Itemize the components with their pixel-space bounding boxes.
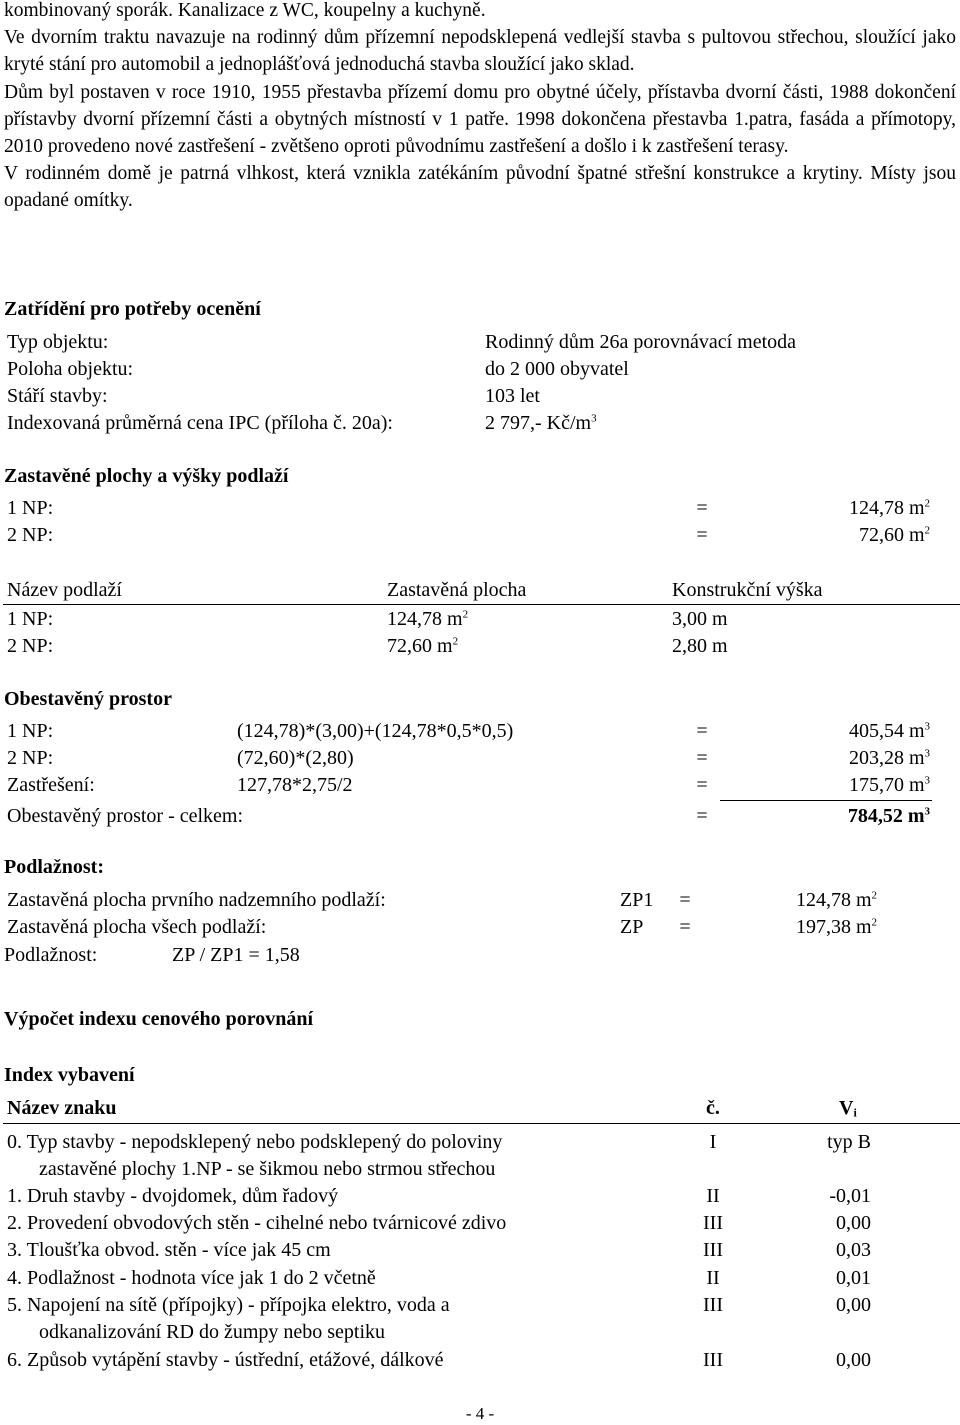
equipment-code: II [706, 1185, 720, 1207]
equipment-value: -0,01 [829, 1185, 871, 1207]
equipment-col-v: $V_i$ [839, 1097, 857, 1120]
built-area-label: 1 NP: [7, 497, 54, 519]
floor-table-rule [3, 604, 960, 605]
equipment-code: I [709, 1131, 717, 1153]
intro-paragraph: kombinovaný sporák. Kanalizace z WC, koupelny a kuchyně. [4, 0, 486, 21]
equipment-code: III [703, 1239, 723, 1261]
volume-total-label: Obestavěný prostor - celkem: [7, 805, 244, 827]
equipment-col-no: č. [706, 1097, 720, 1119]
classification-value: 103 let [485, 385, 540, 407]
equipment-item: 2. Provedení obvodových stěn - cihelné nebo tvárnicové zdivo [7, 1212, 507, 1234]
floor-ratio-code: ZP1 [620, 889, 654, 911]
floor-ratio-result-value: ZP / ZP1 = 1,58 [172, 944, 300, 966]
equipment-col-name: Název znaku [7, 1097, 117, 1119]
classification-label: Poloha objektu: [7, 358, 134, 380]
built-area-label: 2 NP: [7, 524, 54, 546]
floor-table-cell: 124,78 $m^2$ [387, 608, 469, 630]
intro-paragraph: V rodinném domě je patrná vlhkost, která vznikla zatékáním původní špatné střešní konstrukce a krytiny. Místy jsou opadané omítky. [4, 163, 956, 212]
floor-table-header: Zastavěná plocha [387, 579, 527, 601]
equipment-value: 0,00 [836, 1349, 871, 1371]
intro-text [4, 0, 956, 215]
classification-heading: Zatřídění pro potřeby ocenění [4, 298, 261, 320]
floor-table-cell: 72,60 $m^2$ [387, 635, 459, 657]
equipment-item-continuation: odkanalizování RD do žumpy nebo septiku [39, 1321, 386, 1343]
equipment-item-continuation: zastavěné plochy 1.NP - se šikmou nebo strmou střechou [39, 1158, 496, 1180]
intro-paragraph: Dům byl postaven v roce 1910, 1955 přestavba přízemí domu pro obytné účely, přístavba dvorní části, 1988 dokončení přístavby dvorní přízemní části a obytných místností v 1 patře. 1998 dokončena přestavba 1.patra, fasáda a přímotopy, 2010 provedeno nové zastřešení - zvětšeno oproti původnímu zastřešení a došlo i k zastřešení terasy. [4, 81, 956, 158]
equipment-value: 0,00 [836, 1294, 871, 1316]
equipment-value: 0,03 [836, 1239, 871, 1261]
classification-label: Stáří stavby: [7, 385, 108, 407]
equals-sign: = [696, 805, 708, 827]
equipment-heading: Index vybavení [4, 1064, 135, 1086]
equipment-code: III [703, 1294, 723, 1316]
equipment-code: II [706, 1267, 720, 1289]
intro-paragraph: Ve dvorním traktu navazuje na rodinný dům přízemní nepodsklepená vedlejší stavba s pultovou střechou, sloužící jako kryté stání pro automobil a jednoplášťová jednoduchá stavba sloužící jako sklad. [4, 27, 956, 76]
floor-ratio-result-label: Podlažnost: [4, 944, 98, 966]
floor-ratio-label: Zastavěná plocha všech podlaží: [7, 916, 267, 938]
index-heading: Výpočet indexu cenového porovnání [4, 1008, 314, 1030]
equipment-item: 3. Tloušťka obvod. stěn - více jak 45 cm [7, 1239, 331, 1261]
equipment-code: III [703, 1349, 723, 1371]
floor-table-cell: 3,00 m [672, 608, 728, 630]
classification-label: Indexovaná průměrná cena IPC (příloha č. 20a): [7, 412, 393, 434]
built-volume-heading: Obestavěný prostor [4, 688, 172, 710]
floor-table-header: Konstrukční výška [672, 579, 823, 601]
classification-value: do 2 000 obyvatel [485, 358, 629, 380]
equals-sign: = [696, 497, 708, 519]
built-area-value: 72,60 $m^2$ [858, 524, 930, 546]
equipment-value: 0,01 [836, 1267, 871, 1289]
equipment-item: 1. Druh stavby - dvojdomek, dům řadový [7, 1185, 339, 1207]
floor-ratio-code: ZP [620, 916, 644, 938]
equals-sign: = [696, 720, 708, 742]
volume-label: 1 NP: [7, 720, 54, 742]
equipment-item: 5. Napojení na sítě (přípojky) - přípojka elektro, voda a [7, 1294, 450, 1316]
equipment-value: typ B [827, 1131, 871, 1153]
floor-ratio-value: 124,78 $m^2$ [795, 889, 877, 911]
floor-table-cell: 2 NP: [7, 635, 54, 657]
classification-value: 2 797,- $Kč/m^3$ [485, 412, 597, 434]
equipment-header-rule [3, 1123, 960, 1124]
sum-rule [720, 800, 932, 801]
equals-sign: = [679, 889, 691, 911]
volume-label: Zastřešení: [7, 774, 95, 796]
volume-value: 405,54 $m^3$ [848, 720, 930, 742]
equals-sign: = [696, 524, 708, 546]
page-number: - 4 - [465, 1404, 495, 1423]
volume-formula: (72,60)*(2,80) [237, 747, 354, 769]
floor-ratio-label: Zastavěná plocha prvního nadzemního podlaží: [7, 889, 386, 911]
floor-ratio-heading: Podlažnost: [4, 856, 104, 878]
volume-formula: 127,78*2,75/2 [237, 774, 353, 796]
equals-sign: = [696, 774, 708, 796]
built-area-value: 124,78 $m^2$ [848, 497, 930, 519]
equipment-item: 0. Typ stavby - nepodsklepený nebo podsklepený do poloviny [7, 1131, 503, 1153]
volume-label: 2 NP: [7, 747, 54, 769]
equipment-item: 6. Způsob vytápění stavby - ústřední, etážové, dálkové [7, 1349, 444, 1371]
built-areas-heading: Zastavěné plochy a výšky podlaží [4, 465, 289, 487]
floor-ratio-value: 197,38 $m^2$ [795, 916, 877, 938]
volume-total-value: 784,52 $m^3$ [847, 805, 930, 827]
classification-value: Rodinný dům 26a porovnávací metoda [485, 331, 797, 353]
equals-sign: = [679, 916, 691, 938]
equipment-value: 0,00 [836, 1212, 871, 1234]
equipment-item: 4. Podlažnost - hodnota více jak 1 do 2 včetně [7, 1267, 376, 1289]
floor-table-cell: 1 NP: [7, 608, 54, 630]
floor-table-cell: 2,80 m [672, 635, 728, 657]
floor-table-header: Název podlaží [7, 579, 122, 601]
equipment-code: III [703, 1212, 723, 1234]
volume-value: 203,28 $m^3$ [848, 747, 930, 769]
classification-label: Typ objektu: [7, 331, 109, 353]
volume-formula: (124,78)*(3,00)+(124,78*0,5*0,5) [237, 720, 514, 742]
equals-sign: = [696, 747, 708, 769]
volume-value: 175,70 $m^3$ [848, 774, 930, 796]
